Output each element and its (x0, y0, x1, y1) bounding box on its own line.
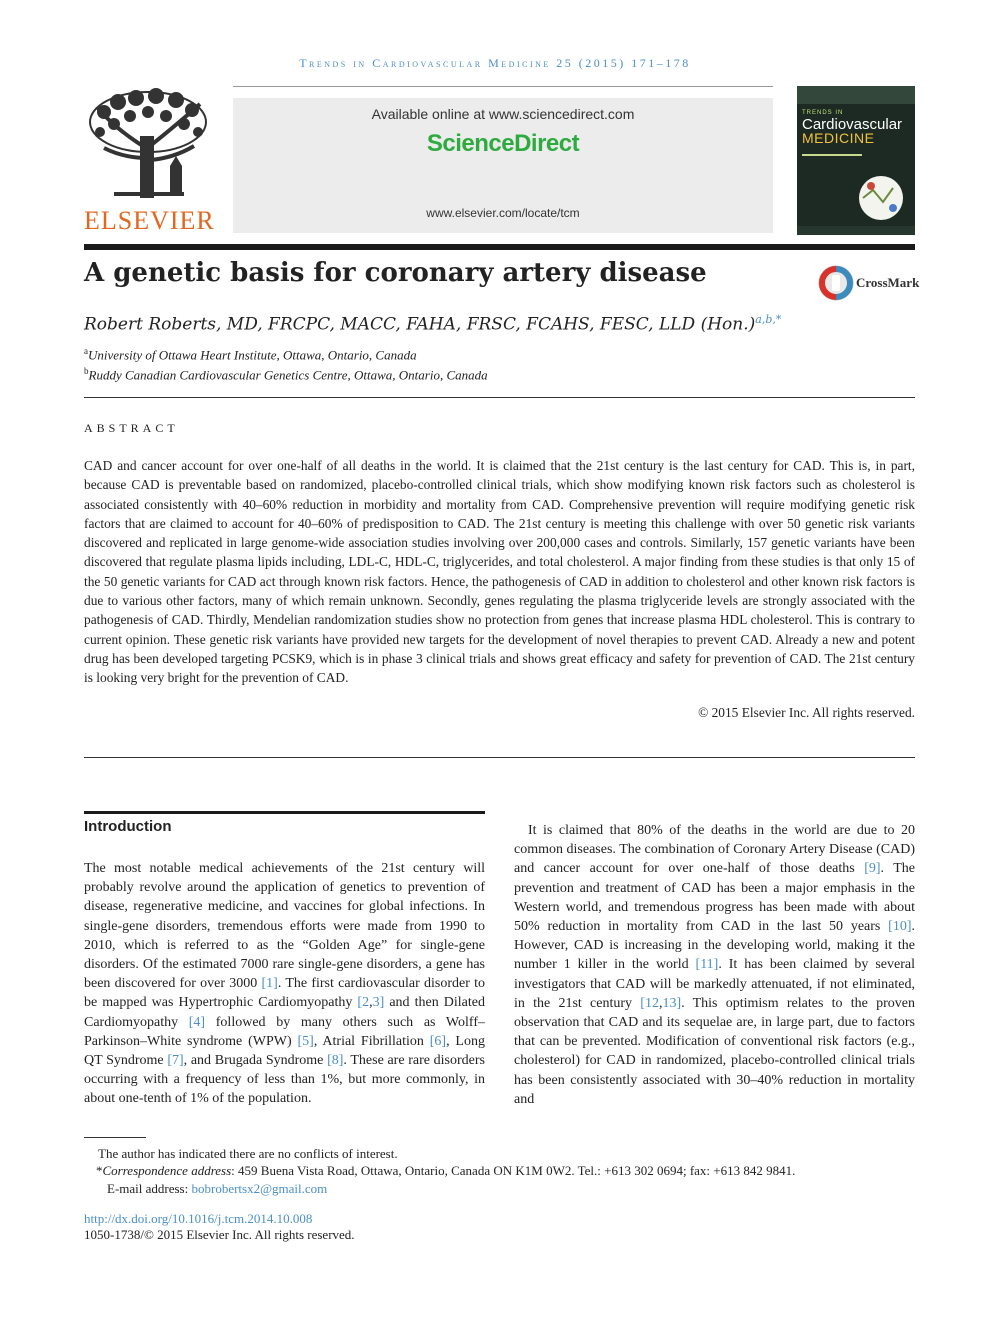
issn-line: 1050-1738/© 2015 Elsevier Inc. All rights reserved. (84, 1227, 355, 1242)
affiliation-b (84, 366, 488, 383)
body-text: It is claimed that 80% of the deaths in the world are due to 20 common diseases. The combination of Coronary Artery Disease (CAD) and cancer account for over one-half of those deaths (514, 823, 915, 877)
footnote-rule (84, 1137, 146, 1138)
footnote-email (107, 1181, 327, 1197)
sciencedirect-logo[interactable]: ScienceDirect (426, 130, 580, 157)
section-heading-introduction: Introduction (84, 818, 172, 835)
body-text: . The prevention and treatment of CAD has been a major emphasis in the Western world, and tremendous progress has been made with about 50% reduction in mortality from CAD in the last 50 years (514, 861, 916, 935)
elsevier-logo[interactable] (84, 88, 214, 238)
affiliation-mark: a (84, 346, 88, 356)
crossmark-label: CrossMark (856, 275, 920, 290)
abstract-copyright: © 2015 Elsevier Inc. All rights reserved. (698, 705, 915, 720)
correspondence-label: Correspondence address (102, 1163, 232, 1178)
affiliation-text: Ruddy Canadian Cardiovascular Genetics Centre, Ottawa, Ontario, Canada (88, 367, 488, 383)
cover-artwork-icon (797, 86, 915, 235)
body-column-right (514, 821, 915, 1109)
cover-cardiovascular: Cardiovascular (802, 116, 903, 133)
body-text: . This optimism relates to the proven observation that CAD and its sequelae are, in large part, due to factors that can be prevented. Modification of conventional risk factors (e.g., cholesterol) for CAD in randomized, placebo-controlled clinical trials has been consistently associated with 30–40% reduction in mortality and (514, 995, 916, 1107)
author-affiliation-marks[interactable]: a,b,* (755, 313, 782, 326)
citation-link[interactable]: [12 (640, 995, 659, 1011)
email-link[interactable]: bobrobertsx2@gmail.com (191, 1181, 328, 1196)
citation-link[interactable]: 13] (662, 995, 682, 1011)
crossmark-button[interactable] (818, 265, 918, 301)
citation-link[interactable]: [5] (297, 1033, 314, 1049)
citation-link[interactable]: [9] (864, 861, 881, 877)
citation-link[interactable]: [4] (188, 1014, 206, 1030)
footnote-star: * (96, 1163, 103, 1178)
affiliation-text: University of Ottawa Heart Institute, Ottawa, Ontario, Canada (88, 347, 417, 363)
affiliation-a (84, 346, 417, 363)
citation-link[interactable]: [1] (261, 976, 278, 992)
body-text: , Long QT Syndrome (84, 1033, 485, 1069)
cover-medicine: MEDICINE (802, 130, 875, 146)
body-text: , and Brugada Syndrome (183, 1053, 328, 1069)
available-online-text[interactable]: Available online at www.sciencedirect.com (371, 106, 635, 122)
citation-link[interactable]: [8] (327, 1053, 344, 1069)
section-rule (84, 811, 485, 814)
sciencedirect-banner (233, 98, 773, 233)
body-text: , (658, 995, 663, 1011)
body-text: , Atrial Fibrillation (313, 1033, 430, 1049)
body-text: . It has been claimed by several investigators that CAD will be markedly attenuated, if not eliminated, in the 21st century (514, 957, 916, 1011)
citation-link[interactable]: [10] (888, 919, 912, 935)
author-line (84, 313, 781, 335)
citation-link[interactable]: [6] (429, 1033, 447, 1049)
citation-link[interactable]: 3] (372, 995, 385, 1011)
elsevier-tree-icon (84, 88, 214, 206)
body-text: . The first cardiovascular disorder to be mapped was Hypertrophic Cardiomyopathy (84, 976, 485, 1011)
body-text: , (369, 995, 373, 1011)
body-text: The most notable medical achievements of the 21st century will probably revolve around the application of genetics to prevention of disease, regenerative medicine, and vaccines for global infections. In single-gene disorders, tremendous efforts were made from 1990 to 2010, which is referred to as the “Golden Age” for single-gene disorders. Of the estimated 7000 rare single-gene disorders, a gene has been discovered for over 3000 (84, 861, 485, 992)
body-text: . However, CAD is increasing in the developing world, making it the number 1 killer in the world (514, 919, 915, 973)
affiliation-mark: b (84, 366, 89, 376)
cover-trends-in: TRENDS IN (802, 110, 844, 116)
abstract-heading: ABSTRACT (84, 421, 179, 435)
header-divider (84, 244, 915, 250)
correspondence-text: : 459 Buena Vista Road, Ottawa, Ontario, Canada ON K1M 0W2. Tel.: +613 302 0694; fax: +613 842 9841. (231, 1163, 796, 1178)
journal-citation[interactable]: Trends in Cardiovascular Medicine 25 (2015) 171–178 (299, 56, 691, 70)
elsevier-wordmark: ELSEVIER (84, 206, 215, 235)
body-column-left (84, 859, 485, 1109)
email-label: E-mail address: (107, 1181, 192, 1196)
article-title: A genetic basis for coronary artery disease (84, 258, 707, 288)
abstract-body: CAD and cancer account for over one-half of all deaths in the world. It is claimed that the 21st century is the last century for CAD. This is, in part, because CAD is preventable based on randomized, placebo-controlled clinical trials, which show modifying known risk factors such as cholesterol is associated consistently with 40–60% reduction in morbidity and mortality from CAD. Comprehensive prevention will require modifying genetic risk factors that are claimed to account for 40–60% of predisposition to CAD. The 21st century is meeting this challenge with over 50 genetic risk variants discovered and replicated in large genome-wide association studies involving over 200,000 cases and controls. Similarly, 157 genetic variants have been discovered that regulate plasma lipids including, LDL-C, HDL-C, triglycerides, and total cholesterol. A major finding from these studies is that only 15 of the 50 genetic variants for CAD act through known risk factors. Hence, the pathogenesis of CAD in addition to cholesterol and other known risk factors is due to various other factors, many of which remain unknown. Secondly, genes regulating the plasma triglyceride levels are strongly associated with the pathogenesis of CAD. Thirdly, Mendelian randomization studies show no protection from genes that increase plasma HDL cholesterol. This is contrary to current opinion. These genetic risk variants have provided new targets for the development of novel therapies to prevent CAD. Already a new and potent drug has been developed targeting PCSK9, which is in phase 3 clinical trials and shows great efficacy and safety for prevention of CAD. The 21st century is looking very bright for the prevention of CAD. (84, 458, 915, 686)
footnote-conflict: The author has indicated there are no conflicts of interest. (98, 1146, 398, 1161)
footnote-correspondence (96, 1163, 795, 1179)
body-text: . These are rare disorders occurring with a frequency of less than 1%, but more commonly, in about one-tenth of 1% of the population. (84, 1053, 485, 1107)
journal-cover[interactable] (797, 86, 915, 235)
citation-link[interactable]: [11] (695, 957, 719, 973)
abstract-bottom-rule (84, 757, 915, 758)
crossmark-icon (818, 265, 854, 301)
citation-link[interactable]: [2 (357, 995, 370, 1011)
body-text: and then Dilated Cardiomyopathy (84, 995, 485, 1030)
banner-top-rule (233, 86, 773, 87)
author-name[interactable]: Robert Roberts, MD, FRCPC, MACC, FAHA, FRSC, FCAHS, FESC, LLD (Hon.) (84, 314, 756, 335)
doi-link[interactable]: http://dx.doi.org/10.1016/j.tcm.2014.10.008 (84, 1211, 313, 1226)
body-text: followed by many others such as Wolff–Parkinson–White syndrome (WPW) (84, 1014, 485, 1049)
abstract-top-rule (84, 397, 915, 398)
journal-url[interactable]: www.elsevier.com/locate/tcm (426, 206, 580, 220)
citation-link[interactable]: [7] (167, 1053, 184, 1069)
